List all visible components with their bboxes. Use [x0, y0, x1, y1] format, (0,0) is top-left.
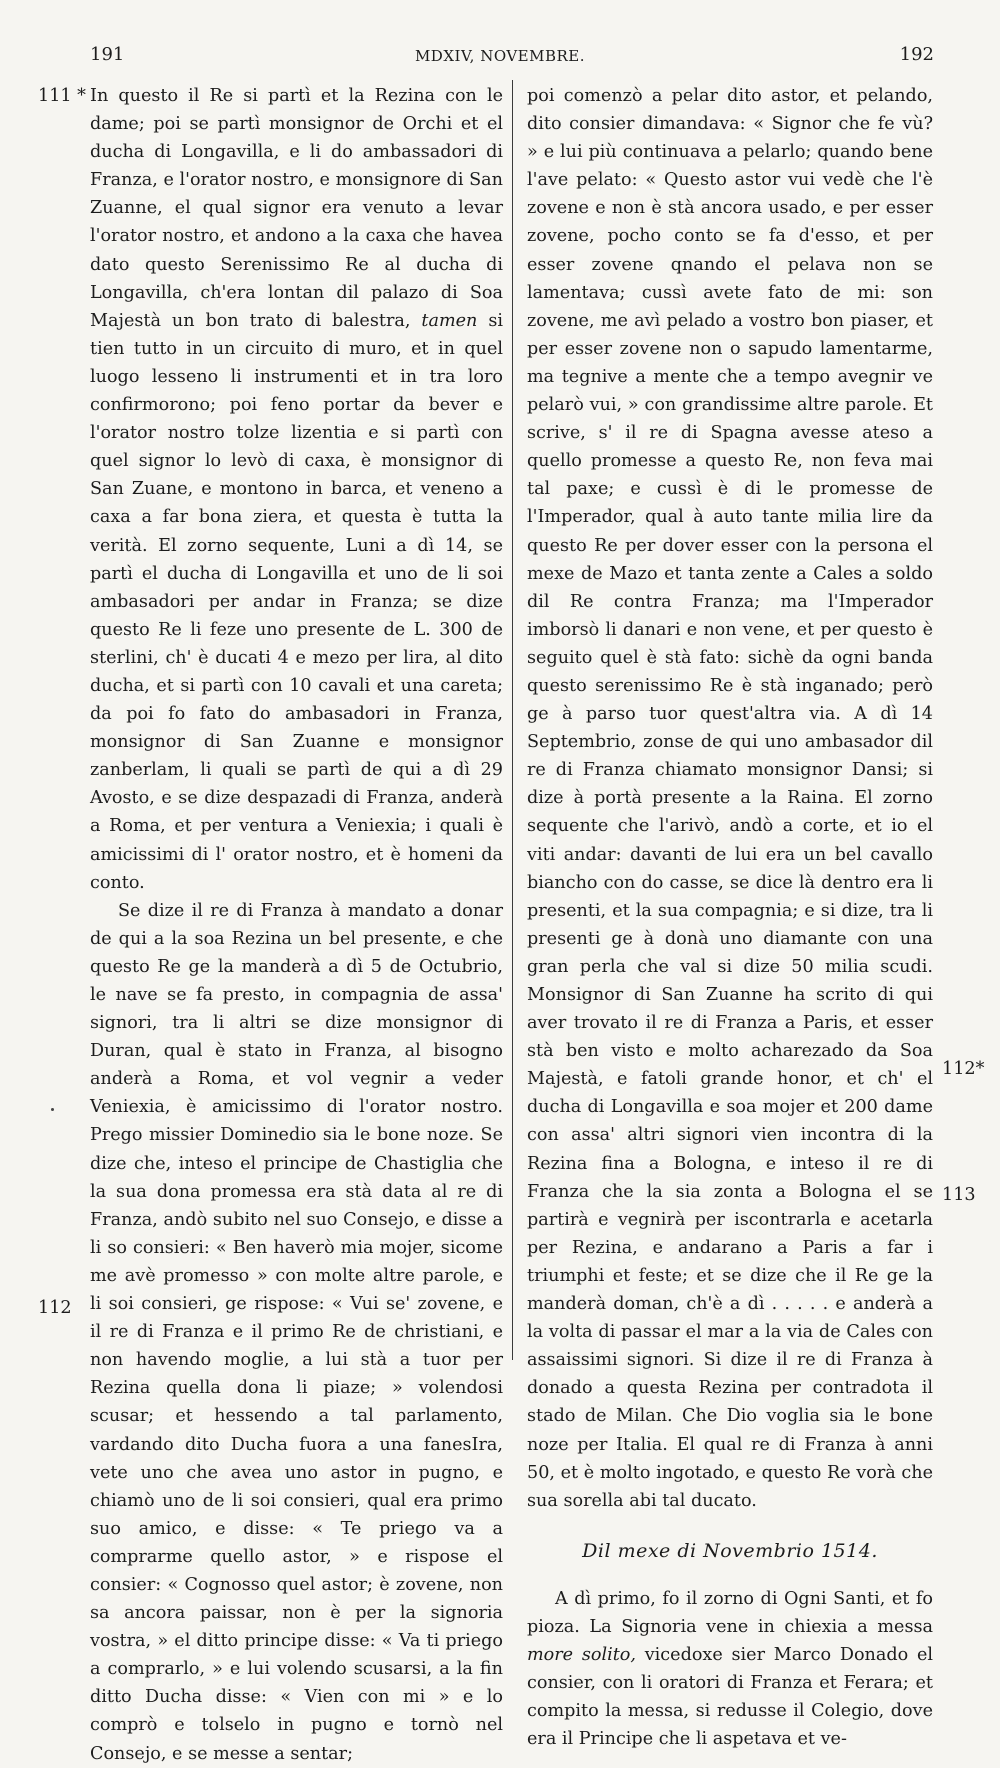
left-column	[90, 82, 503, 1768]
section-title: Dil mexe di Novembrio 1514.	[582, 1539, 878, 1562]
right-p2-text: A dì primo, fo il zorno di Ogni Santi, et fo pioza. La Signoria vene in chiexia a messa	[527, 1588, 933, 1637]
margin-note-112-left: 112	[38, 1298, 72, 1318]
margin-note-111: 111 *	[38, 86, 86, 106]
right-paragraph-2	[527, 1585, 933, 1754]
page-number-right: 192	[899, 44, 934, 65]
margin-note-113: 113	[942, 1185, 976, 1205]
page-number-left: 191	[90, 44, 125, 65]
left-p1-italic: tamen	[421, 310, 478, 331]
margin-note-112-right: 112*	[942, 1059, 985, 1079]
left-p1-rest: si tien tutto in un circuito di muro, et in quel luogo lesseno li instrumenti et in tra loro confirmorono; poi feno portar da bever e l'orator nostro tolze lizentia e si partì con quel signor lo levò di caxa, è monsignor di San Zuane, e montono in barca, et veneno a caxa a far bona ziera, et questa è tutta la verità. El zorno sequente, Luni a dì 14, se partì el ducha di Longavilla et uno de li soi ambasadori per andar in Franza; se dize questo Re li feze uno presente de L. 300 de sterlini, ch' è ducati 4 e mezo per lira, al dito ducha, et si partì con 10 cavali et una careta; da poi fo fato do ambasadori in Franza, monsignor di San Zuanne e monsignor zanberlam, li quali se partì de qui a dì 29 Avosto, e se dize despazadi di Franza, anderà a Roma, et per ventura a Veniexia; i quali è amicissimi di l' orator nostro, et è homeni da conto.	[90, 310, 503, 893]
right-column	[527, 82, 933, 1753]
right-p2-italic: more solito,	[527, 1645, 636, 1666]
right-paragraph-1: poi comenzò a pelar dito astor, et pelando, dito consier dimandava: « Signor che fe vù? » e lui più continuava a pelarlo; quando bene l'ave pelato: « Questo astor vui vedè che l'è zovene e non è stà ancora usado, e per esser zovene, pocho conto se fa d'esso, et per esser zovene qnando el pelava non se lamentava; cussì avete fato de mi: son zovene, me avì pelado a vostro bon piaser, et per esser zovene non o sapudo lamentarme, ma tegnive a mente che a tempo avegnir ve pelarò vui, » con grandissime altre parole. Et scrive, s' il re di Spagna avesse ateso a quello promesse a questo Re, non feva mai tal paxe; e cussì è di le promesse de l'Imperador, qual à auto tante milia lire da questo Re per dover esser con la persona el mexe de Mazo et tanta zente a Cales a soldo dil Re contra Franza; ma l'Imperador imborsò li danari e non vene, et per questo è seguito quel è stà fato: sichè da ogni banda questo serenissimo Re è stà inganado; però ge à parso tuor quest'altra via. A dì 14 Septembrio, zonse de qui uno ambasador dil re di Franza chiamato monsignor Dansi; si dize à portà presente a la Raina. El zorno sequente che l'arivò, andò a corte, et io el viti andar: davanti de lui era un bel cavallo biancho con do casse, se dice là dentro era li presenti, et la sua compagnia; e si dize, tra li presenti ge à donà uno diamante con una gran perla che val si dize 50 milia scudi. Monsignor di San Zuanne ha scrito di qui aver trovato il re di Franza a Paris, et esser stà ben visto e molto acharezado da Soa Majestà, e fatoli grande honor, et ch' el ducha di Longavilla e soa mojer et 200 dame con assa' altri signori vien incontra di la Rezina fina a Bologna, e inteso il re di Franza che la sia zonta a Bologna el se partirà e vegnirà per iscontrarla e acetarla per Rezina, e andarano a Paris a far i triumphi et feste; et se dize che il Re ge la manderà doman, ch'è a dì . . . . . e anderà a la volta di passar el mar a la via de Cales con assaissimi signori. Si dize il re di Franza à donado a questa Rezina per contradota il stado de Milan. Che Dio voglia sia le bone noze per Italia. El qual re di Franza à anni 50, et è molto ingotado, e questo Re vorà che sua sorella abi tal ducato.	[527, 86, 933, 1511]
margin-mark	[51, 1108, 54, 1111]
running-title: MDXIV, NOVEMBRE.	[414, 47, 586, 65]
left-paragraph-2: Se dize il re di Franza à mandato a donar de qui a la soa Rezina un bel presente, e che questo Re ge la manderà a dì 5 de Octubrio, le nave se fa presto, in compagnia de assa' signori, tra li altri se dize monsignor di Duran, qual è stato in Franza, al bisogno anderà a Roma, et vol vegnir a veder Veniexia, è amicissimo di l'orator nostro. Prego missier Dominedio sia le bone noze. Se dize che, inteso el principe de Chastiglia che la sua dona promessa era stà data al re di Franza, andò subito nel suo Consejo, e disse a li so consieri: « Ben haverò mia mojer, sicome me avè promesso » con molte altre parole, e li soi consieri, ge rispose: « Vui se' zovene, e il re di Franza e il primo Re de christiani, e non havendo moglie, a lui stà a tuor per Rezina quella dona li piaze; » volendosi scusar; et hessendo a tal parlamento, vardando dito Ducha fuora a una fanesIra, vete uno che avea uno astor in pugno, e chiamò uno de li soi consieri, qual era primo suo amico, e disse: « Te priego va a comprarme quello astor, » e rispose el consier: « Cognosso quel astor; è zovene, non sa ancora paissar, non è per la signoria vostra, » el ditto principe disse: « Va ti priego a comprarlo, » e lui volendo scusarsi, a la fin ditto Ducha disse: « Vien con mi » e lo comprò e tolselo in pugno e tornò nel Consejo, e se messe a sentar;	[90, 900, 503, 1764]
column-rule	[512, 80, 513, 1360]
left-p1-text: In questo il Re si partì et la Rezina con le dame; poi se partì monsignor de Orchi et el ducha di Longavilla, e li do ambassadori di Franza, e l'orator nostro, e monsignore di San Zuanne, el qual signor era venuto a levar l'orator nostro, et andono a la caxa che havea dato questo Serenissimo Re al ducha di Longavilla, ch'era lontan dil palazo di Soa Majestà un bon trato di balestra,	[90, 86, 503, 331]
right-p2-rest: vicedoxe sier Marco Donado el consier, con li oratori di Franza et Ferara; et compito la messa, si redusse il Colegio, dove era il Principe che li aspetava et ve-	[527, 1645, 933, 1750]
left-paragraph-1	[90, 82, 503, 897]
